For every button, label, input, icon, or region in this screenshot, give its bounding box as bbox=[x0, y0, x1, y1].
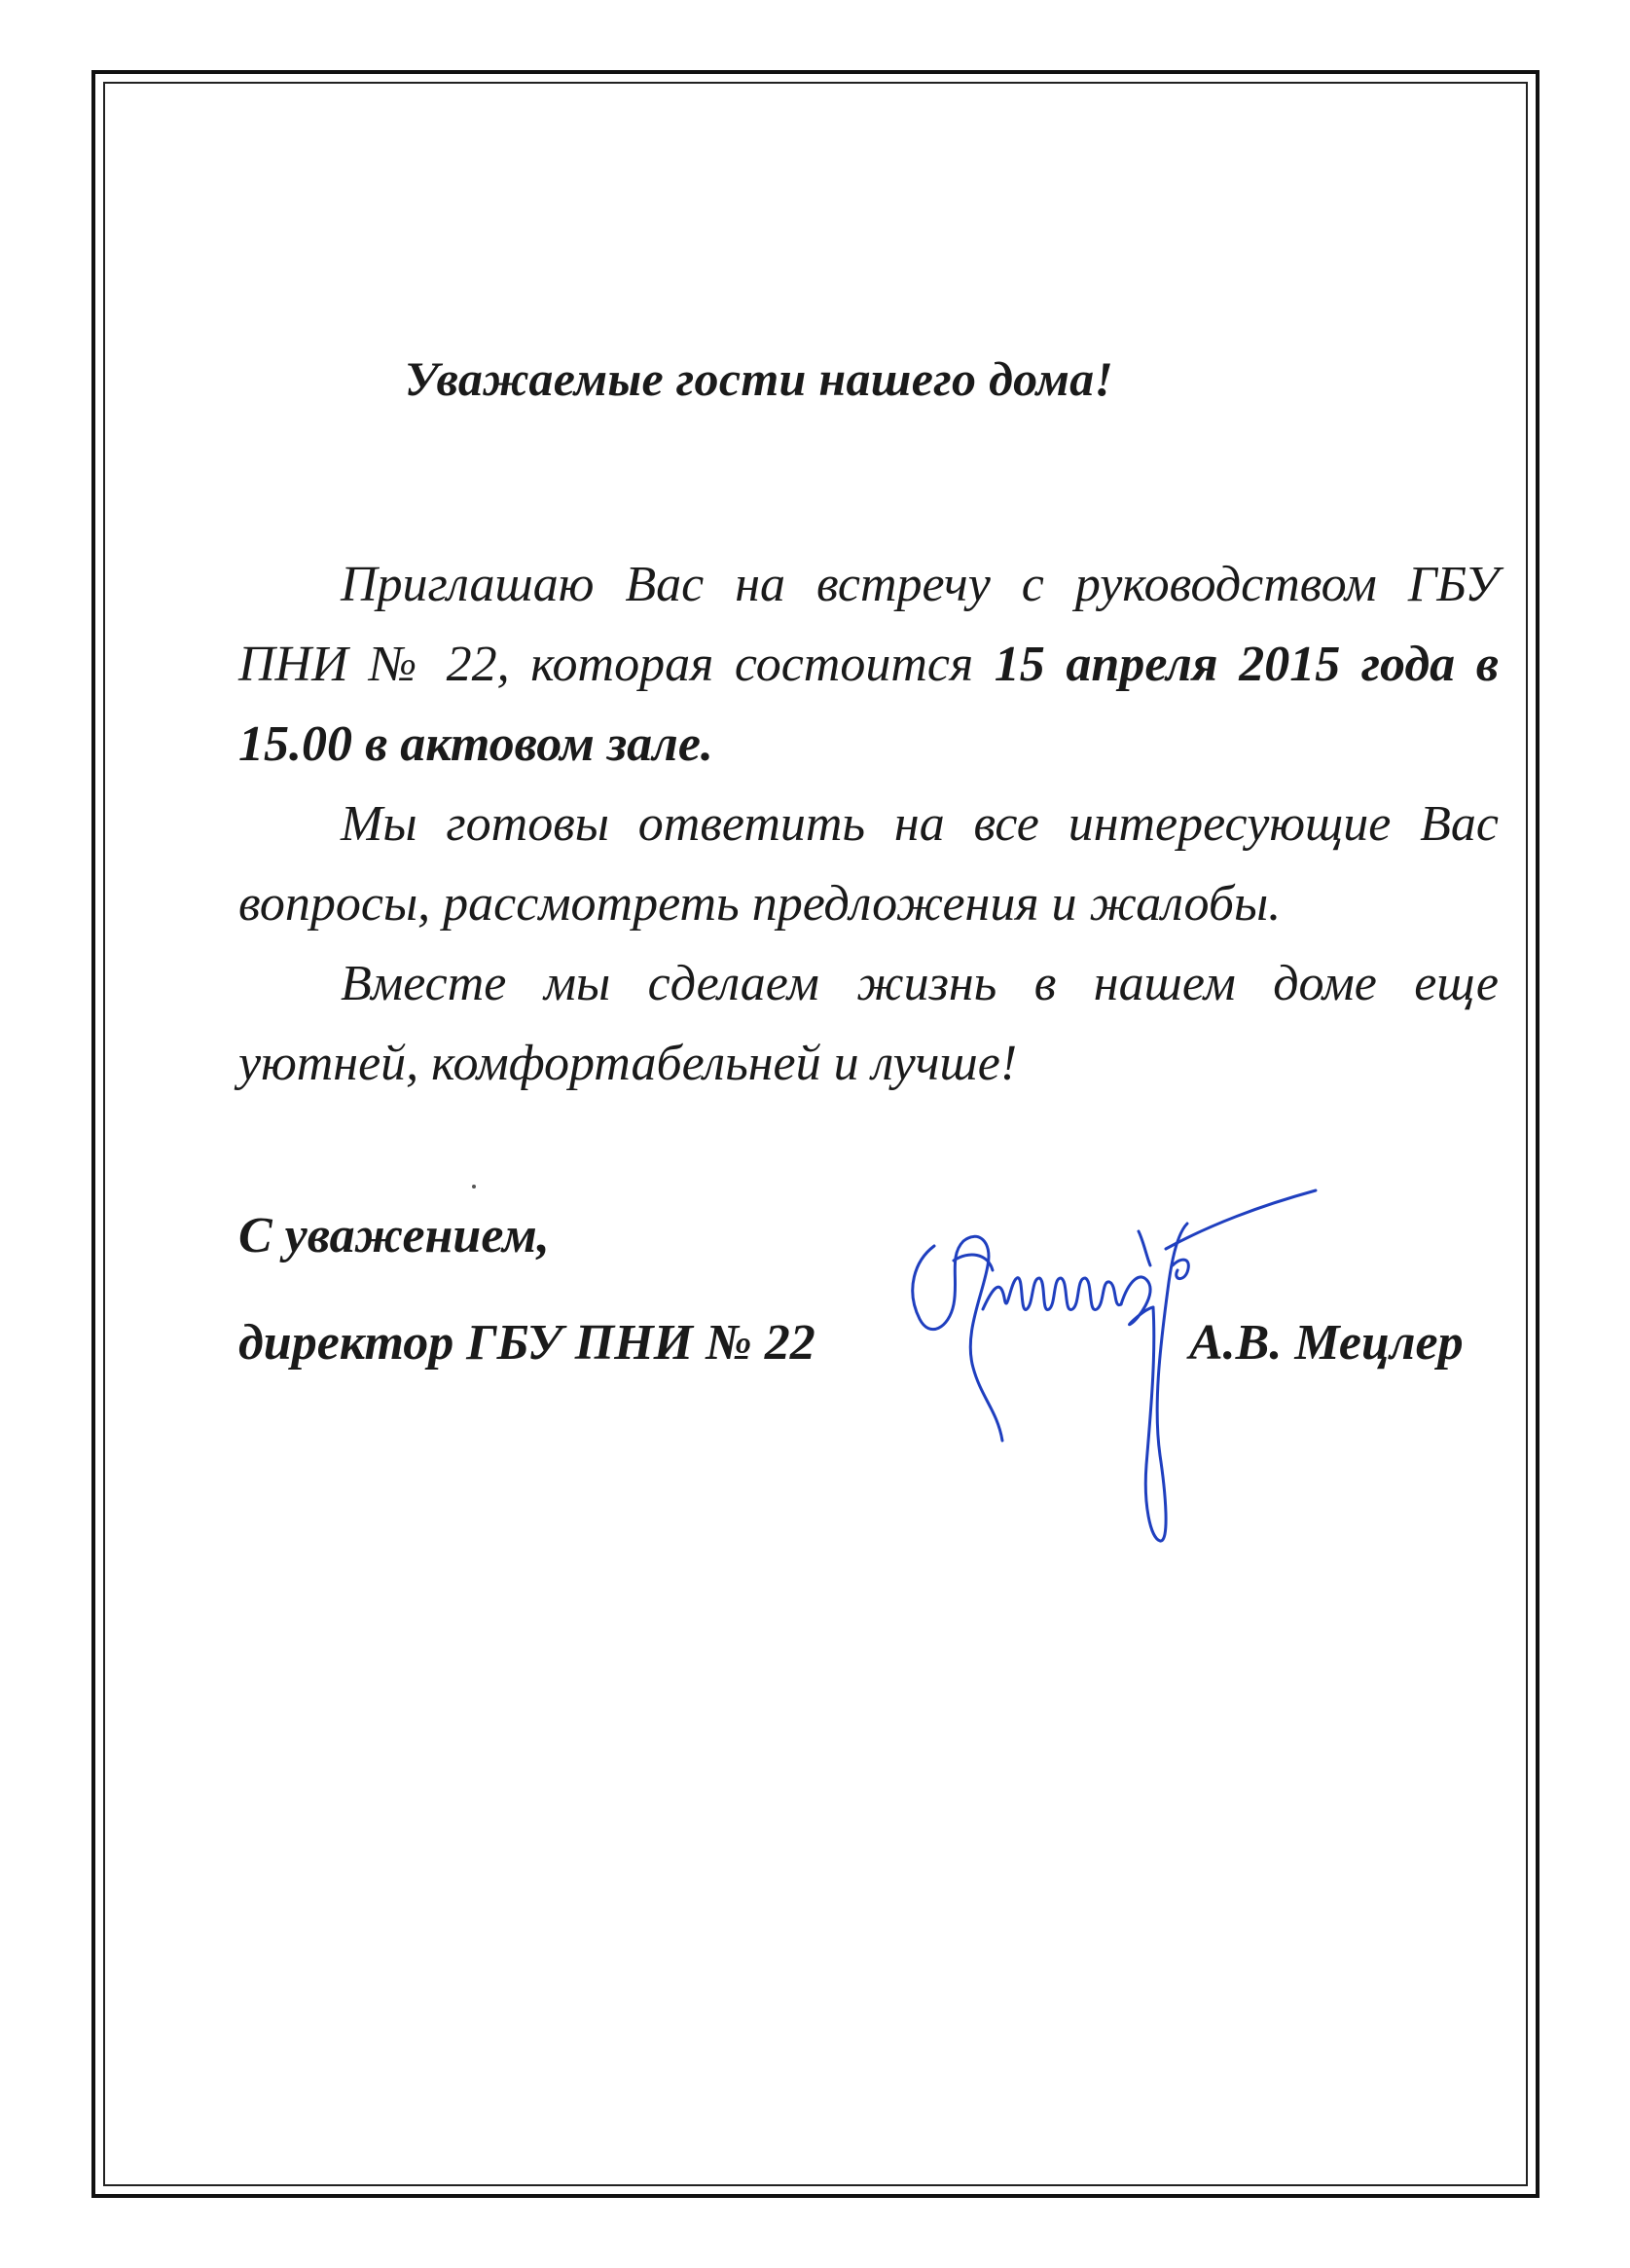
paragraph-together: Вместе мы сделаем жизнь в нашем доме еще уютней, комфортабельней и лучше! bbox=[238, 956, 1499, 1091]
paragraph-questions: Мы готовы ответить на все интересующие Вас вопросы, рассмотреть предложения и жалобы. bbox=[238, 796, 1499, 932]
letter-heading: Уважаемые гости нашего дома! bbox=[404, 351, 1114, 406]
scan-speck bbox=[472, 1185, 476, 1189]
paragraph-invitation bbox=[238, 545, 1499, 785]
invitation-text: Приглашаю Вас на встречу с руководством ГБУ ПНИ № 22, которая состоится bbox=[238, 557, 1499, 692]
handwritten-signature bbox=[895, 1173, 1323, 1562]
closing-salutation: С уважением, bbox=[238, 1208, 550, 1263]
signer-title: директор ГБУ ПНИ № 22 bbox=[238, 1315, 815, 1371]
invitation-date-place: 15 апреля 2015 года в 15.00 в актовом зале. bbox=[238, 637, 1500, 772]
signer-name: А.В. Мецлер bbox=[1189, 1315, 1464, 1371]
